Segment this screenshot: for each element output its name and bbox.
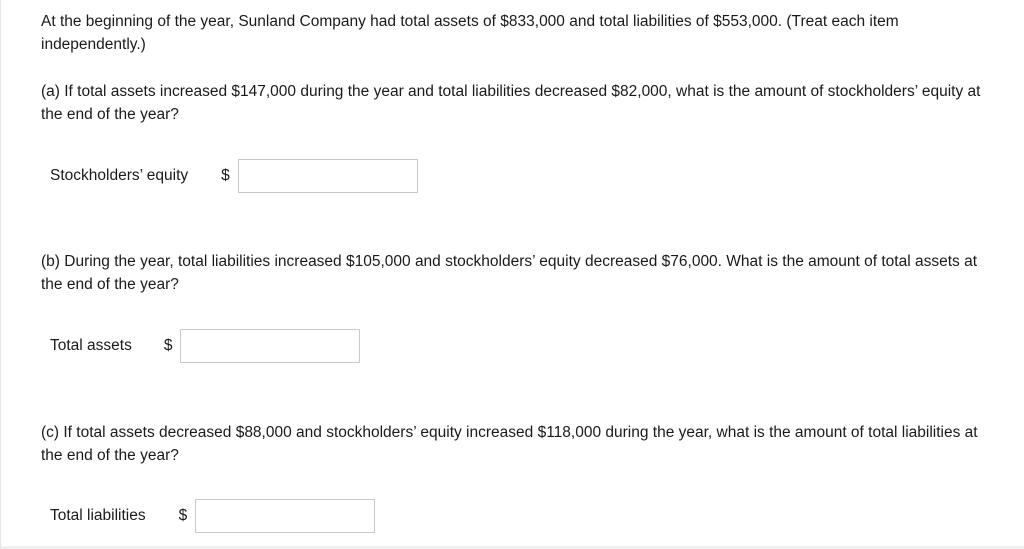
total-liabilities-label: Total liabilities [50, 507, 146, 524]
currency-symbol: $ [178, 507, 188, 524]
answer-row-stockholders-equity [50, 159, 418, 193]
total-assets-label: Total assets [50, 337, 132, 354]
total-liabilities-input[interactable] [195, 499, 375, 533]
stockholders-equity-label: Stockholders’ equity [50, 167, 189, 184]
answer-row-total-assets [50, 329, 360, 363]
question-a-prompt: (a) If total assets increased $147,000 during the year and total liabilities decreased $82,000, what is the amount of stockholders’ equity at the end of the year? [41, 83, 981, 123]
problem-intro: At the beginning of the year, Sunland Company had total assets of $833,000 and total liabilities of $553,000. (Treat each item independently.) [41, 13, 899, 53]
answer-row-total-liabilities [50, 499, 375, 533]
total-assets-input[interactable] [180, 329, 360, 363]
stockholders-equity-input[interactable] [238, 159, 418, 193]
currency-symbol: $ [163, 337, 173, 354]
question-b-prompt: (b) During the year, total liabilities increased $105,000 and stockholders’ equity decreased $76,000. What is the amount of total assets at the end of the year? [41, 253, 978, 293]
question-c-prompt: (c) If total assets decreased $88,000 and stockholders’ equity increased $118,000 during the year, what is the amount of total liabilities at the end of the year? [41, 424, 978, 464]
currency-symbol: $ [221, 167, 230, 184]
